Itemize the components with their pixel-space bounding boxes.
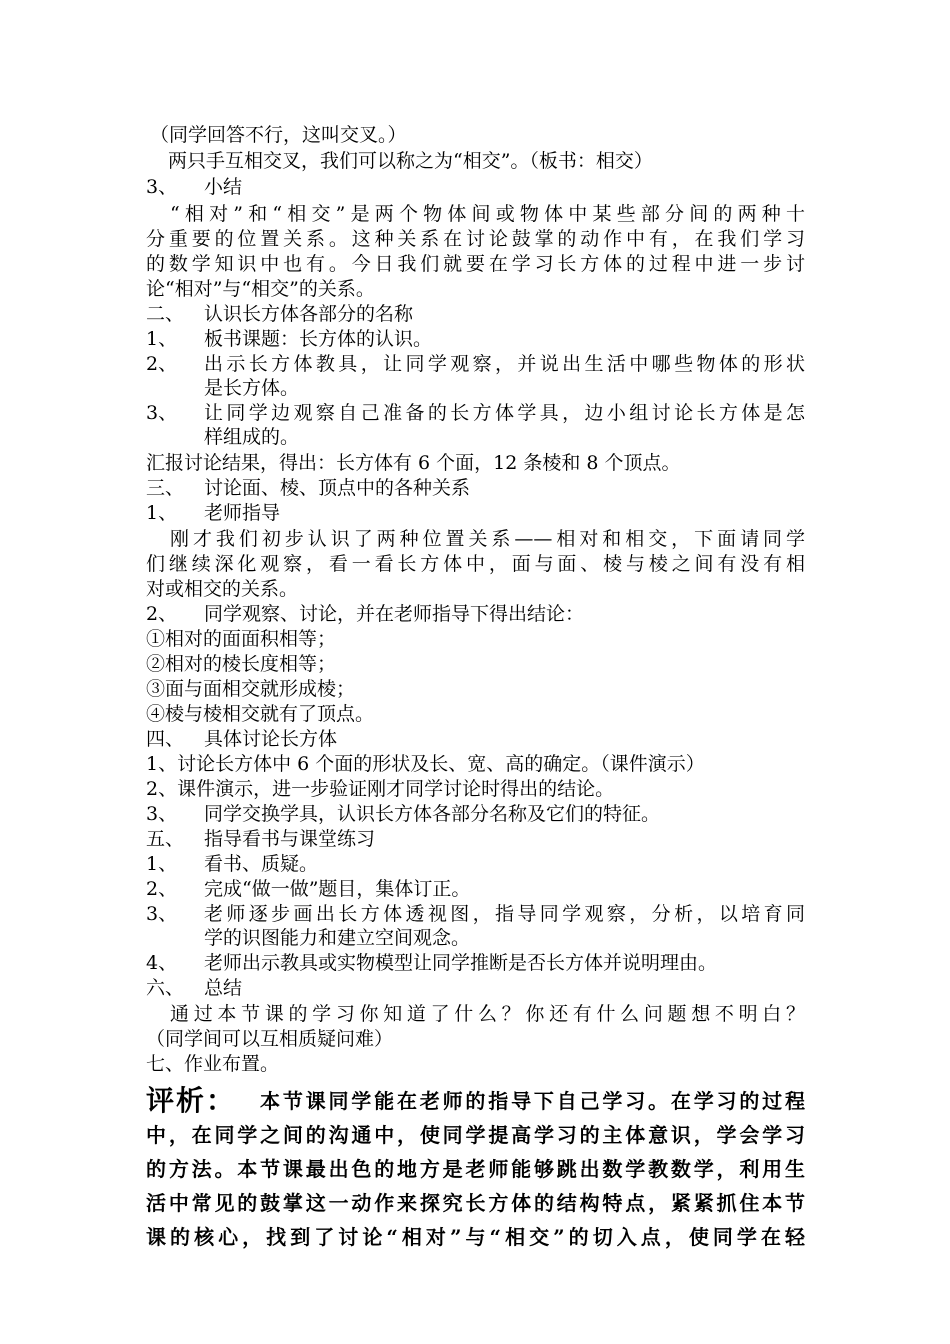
section-number: 五、 [146, 828, 185, 850]
list-item: 完成“做一做”题目，集体订正。 [204, 878, 471, 900]
conclusion-item: ④棱与棱相交就有了顶点。 [146, 703, 375, 725]
paragraph-line: 对或相交的关系。 [146, 578, 299, 600]
section-title: 指导看书与课堂练习 [204, 828, 376, 850]
list-number: 3、 [146, 803, 178, 825]
list-item: 板书课题：长方体的认识。 [204, 328, 433, 350]
list-number: 1、 [146, 328, 178, 350]
list-item: 老师指导 [204, 502, 281, 524]
review-line: 的方法。本节课最出色的地方是老师能够跳出数学教数学，利用生 [146, 1157, 805, 1181]
section-number: 三、 [146, 477, 185, 499]
conclusion-item: ①相对的面面积相等； [146, 628, 337, 650]
list-item: 看书、质疑。 [204, 853, 319, 875]
list-item: 1、讨论长方体中 6 个面的形状及长、宽、高的确定。（课件演示） [146, 753, 705, 775]
list-item: 让同学边观察自己准备的长方体学具，边小组讨论长方体是怎 [204, 402, 805, 424]
review-line: 活中常见的鼓掌这一动作来探究长方体的结构特点，紧紧抓住本节 [146, 1191, 805, 1215]
list-item-continued: 是长方体。 [204, 377, 300, 399]
conclusion-item: ②相对的棱长度相等； [146, 653, 337, 675]
list-number: 3、 [146, 903, 178, 925]
list-number: 4、 [146, 952, 178, 974]
paragraph-line: （同学间可以互相质疑问难） [146, 1028, 394, 1050]
review-line: 课的核心，找到了讨论“相对”与“相交”的切入点，使同学在轻 [146, 1225, 805, 1249]
paragraph-line: 论“相对”与“相交”的关系。 [146, 278, 375, 300]
conclusion-item: ③面与面相交就形成棱； [146, 678, 356, 700]
list-item: 老师逐步画出长方体透视图，指导同学观察，分析，以培育同 [204, 903, 805, 925]
list-number: 2、 [146, 353, 178, 375]
section-number: 六、 [146, 977, 185, 999]
list-item: 2、课件演示，进一步验证刚才同学讨论时得出的结论。 [146, 778, 615, 800]
list-number: 1、 [146, 853, 178, 875]
list-number: 3、 [146, 176, 178, 198]
section-title: 讨论面、棱、顶点中的各种关系 [204, 477, 471, 499]
review-line: 中，在同学之间的沟通中，使同学提高学习的主体意识，学会学习 [146, 1123, 805, 1147]
section-number: 四、 [146, 728, 185, 750]
text-line: 汇报讨论结果，得出：长方体有 6 个面，12 条棱和 8 个顶点。 [146, 452, 681, 474]
section-title: 具体讨论长方体 [204, 728, 338, 750]
list-item-continued: 学的识图能力和建立空间观念。 [204, 927, 471, 949]
review-heading: 评析： [146, 1084, 237, 1117]
list-item-continued: 样组成的。 [204, 426, 300, 448]
list-number: 2、 [146, 878, 178, 900]
paragraph-line: 们继续深化观察，看一看长方体中，面与面、棱与棱之间有没有相 [146, 553, 805, 575]
list-item: 同学观察、讨论，并在老师指导下得出结论： [204, 603, 585, 625]
section-title: 认识长方体各部分的名称 [204, 303, 414, 325]
list-item: 出示长方体教具，让同学观察，并说出生活中哪些物体的形状 [204, 353, 805, 375]
section-title: 总结 [204, 977, 243, 999]
list-number: 3、 [146, 402, 178, 424]
paragraph-line: 分重要的位置关系。这种关系在讨论鼓掌的动作中有，在我们学习 [146, 228, 805, 250]
paragraph-line: 刚才我们初步认识了两种位置关系——相对和相交，下面请同学 [170, 528, 805, 550]
section-number: 二、 [146, 303, 185, 325]
text-line: （同学回答不行，这叫交叉。） [150, 124, 407, 146]
list-number: 1、 [146, 502, 178, 524]
paragraph-line: 的数学知识中也有。今日我们就要在学习长方体的过程中进一步讨 [146, 253, 805, 275]
list-item: 老师出示教具或实物模型让同学推断是否长方体并说明理由。 [204, 952, 718, 974]
section-title: 七、作业布置。 [146, 1053, 280, 1075]
paragraph-line: 通过本节课的学习你知道了什么？你还有什么问题想不明白？ [170, 1003, 805, 1025]
review-line: 本节课同学能在老师的指导下自己学习。在学习的过程 [260, 1089, 805, 1113]
list-item: 同学交换学具，认识长方体各部分名称及它们的特征。 [204, 803, 661, 825]
paragraph-line: “相对”和“相交”是两个物体间或物体中某些部分间的两种十 [170, 203, 805, 225]
section-title: 小结 [204, 176, 243, 198]
list-number: 2、 [146, 603, 178, 625]
text-line: 两只手互相交叉，我们可以称之为“相交”。（板书：相交） [168, 150, 653, 172]
